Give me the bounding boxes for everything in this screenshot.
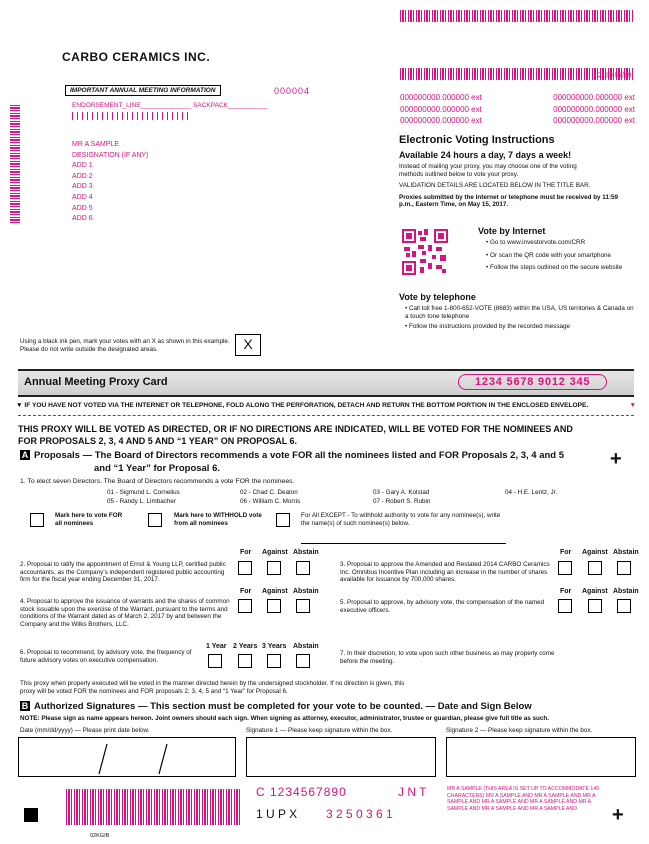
withhold-all-label: Mark here to WITHHOLD vote from all nominees (174, 512, 262, 527)
closing-statement: This proxy when properly executed will be voted in the manner directed herein by the undersigned stockholder. If no direction is given, this proxy will be voted FOR the nominees and FOR proposals 2, 3, 4, 5 and “1 Year” for Proposal 6. (20, 680, 405, 695)
footer-code: 02KGIB (90, 833, 110, 839)
ink-example-box (235, 334, 261, 356)
p5-against-checkbox[interactable] (588, 599, 602, 613)
meeting-info-box (65, 85, 221, 96)
fold-notice: IF YOU HAVE NOT VOTED VIA THE INTERNET OR TELEPHONE, FOLD ALONG THE PERFORATION, DETACH AND RETURN THE BOTTOM PORTION IN THE ENCLOSED ENVELOPE. (24, 402, 589, 409)
meeting-info-label: IMPORTANT ANNUAL MEETING INFORMATION (70, 87, 216, 94)
col-for: For (240, 588, 252, 595)
ext-line: 000000000.000000 ext (553, 116, 635, 125)
p3-abstain-checkbox[interactable] (617, 561, 631, 575)
freq-2-years: 2 Years (233, 643, 258, 650)
ext-line: 000000000.000000 ext (553, 93, 635, 102)
p2-abstain-checkbox[interactable] (296, 561, 310, 575)
p4-for-checkbox[interactable] (238, 599, 252, 613)
nominee: 01 - Sigmund L. Cornelius (107, 489, 180, 496)
electronic-deadline: Proxies submitted by the Internet or telephone must be received by 11:59 p.m., Eastern Time, on May 15, 2017. (399, 193, 619, 208)
ext-line: 000000000.000000 ext (400, 93, 482, 102)
directors-intro: 1. To elect seven Directors. The Board of Directors recommends a vote FOR the nominees. (20, 478, 295, 485)
ctrl-code: C123456789 (597, 73, 632, 79)
internet-step[interactable]: Go to www.investorvote.com/CRR (489, 239, 586, 246)
corner-mark (24, 808, 38, 822)
date-label: Date (mm/dd/yyyy) — Please print date below. (20, 727, 150, 734)
seq-number: 000004 (274, 86, 311, 96)
ink-note: Using a black ink pen, mark your votes with an X as shown in this example. Please do not write outside the designated areas. (20, 338, 230, 353)
col-abstain: Abstain (613, 549, 639, 556)
nominee: 07 - Robert S. Rubin (373, 498, 431, 505)
proposal-4: 4. Proposal to approve the issuance of warrants and the shares of common stock issuable upon the exercise of the Warrant, pursuant to the terms and conditions of the Warrant dated as of March 2, 2017 by and between the Company and the Wilks Brothers, LLC. (20, 598, 230, 628)
sig2-label: Signature 2 — Please keep signature within the box. (446, 727, 593, 734)
section-a-header (20, 450, 580, 461)
proxy-number: 1234 5678 9012 345 (458, 374, 607, 390)
address-line: ADD 1 (72, 162, 93, 170)
p5-for-checkbox[interactable] (558, 599, 572, 613)
except-checkbox[interactable] (276, 513, 290, 527)
p4-against-checkbox[interactable] (267, 599, 281, 613)
footer-ctrl: C 1234567890 (256, 785, 347, 799)
vote-all-label: Mark here to vote FOR all nominees (55, 512, 123, 527)
freq-3-years: 3 Years (262, 643, 287, 650)
nominee: 06 - William C. Morris (240, 498, 301, 505)
p3-for-checkbox[interactable] (558, 561, 572, 575)
left-barcode (10, 105, 20, 223)
phone-step: Follow the instructions provided by the recorded message (408, 323, 570, 330)
qr-code-icon (402, 229, 448, 275)
endorsement-line: ENDORSEMENT_LINE______________ SACKPACK___________ (72, 102, 268, 109)
proposal-7: 7. In their discretion, to vote upon such other business as may properly come before the meeting. (340, 650, 555, 665)
footer-jnt: J N T (398, 785, 427, 799)
col-for: For (560, 549, 572, 556)
col-for: For (240, 549, 252, 556)
ext-line: 000000000.000000 ext (400, 116, 482, 125)
internet-step: Or scan the QR code with your smartphone (489, 251, 612, 259)
electronic-voting (399, 134, 634, 209)
plus-icon: + (612, 804, 624, 826)
proposal-5: 5. Proposal to approve, by advisory vote, the compensation of the named executive officers. (340, 599, 545, 614)
address-block (72, 140, 149, 225)
p4-abstain-checkbox[interactable] (296, 599, 310, 613)
proposal-2: 2. Proposal to ratify the appointment of Ernst & Young LLP, certified public accountants, as the Company’s independent registered public accounting firm for the fiscal year ending December 31, 2017. (20, 561, 226, 583)
address-line: DESIGNATION (IF ANY) (72, 151, 149, 159)
phone-step: Call toll free 1-800-652-VOTE (8683) within the USA, US territories & Canada on a touch tone telephone (405, 305, 634, 320)
vote-all-checkbox[interactable] (30, 513, 44, 527)
phone-title: Vote by telephone (399, 292, 476, 302)
electronic-title: Electronic Voting Instructions (399, 134, 555, 146)
withhold-all-checkbox[interactable] (148, 513, 162, 527)
proposal-3: 3. Proposal to approve the Amended and Restated 2014 CARBO Ceramics Inc. Omnibus Incentive Plan including an increase in the number of shares available for issuance by 700,000 shares. (340, 561, 550, 583)
section-a-title2: and “1 Year” for Proposal 6. (94, 463, 221, 474)
col-against: Against (262, 549, 288, 556)
proxy-card-title: Annual Meeting Proxy Card (24, 376, 168, 388)
address-line: ADD 5 (72, 204, 93, 212)
proposal-6: 6. Proposal to recommend, by advisory vote, the frequency of future advisory votes on executive compensation. (20, 649, 192, 664)
top-barcode (400, 10, 634, 22)
ext-lines (400, 92, 635, 127)
date-box[interactable] (18, 737, 236, 777)
section-b-header (20, 701, 620, 712)
col-abstain: Abstain (613, 588, 639, 595)
p6-2years-checkbox[interactable] (238, 654, 252, 668)
address-line: ADD 4 (72, 193, 93, 201)
nominee: 02 - Chad C. Deaton (240, 489, 298, 496)
freq-1-year: 1 Year (206, 643, 227, 650)
p6-1year-checkbox[interactable] (208, 654, 222, 668)
sig1-label: Signature 1 — Please keep signature within the box. (246, 727, 393, 734)
internet-step: Follow the steps outlined on the secure website (489, 264, 623, 271)
p5-abstain-checkbox[interactable] (617, 599, 631, 613)
ink-example-mark: X (243, 336, 253, 352)
vote-telephone (399, 292, 634, 331)
company-name: CARBO CERAMICS INC. (62, 50, 211, 64)
address-line: ADD 2 (72, 172, 93, 180)
section-a-title: Proposals — The Board of Directors recommends a vote FOR all the nominees listed and FOR Proposals 2, 3, 4 and 5 (34, 450, 565, 461)
signature-2-box[interactable] (446, 737, 636, 777)
vote-internet (478, 226, 638, 272)
p2-against-checkbox[interactable] (267, 561, 281, 575)
perforation (18, 415, 634, 416)
address-line: ADD 3 (72, 183, 93, 191)
endorsement-ticks (72, 112, 192, 120)
proxy-card-bar (18, 369, 634, 397)
plus-icon: + (610, 448, 622, 470)
nominee: 03 - Gary A. Kolstad (373, 489, 430, 496)
signature-note: NOTE: Please sign as name appears hereon. Joint owners should each sign. When signing as attorney, executor, administrator, trustee or guardian, please give full title as such. (20, 715, 549, 722)
footer-sample: MR A SAMPLE (THIS AREA IS SET UP TO ACCOMMODATE 140 CHARACTERS) MR A SAMPLE AND MR A SAMPLE AND MR A SAMPLE AND MR A SAMPLE AND MR A SAMPLE AND MR A SAMPLE AND MR A SAMPLE AND MR A SAMPLE AND (447, 786, 600, 812)
address-line: ADD 6 (72, 215, 93, 223)
nominee: 04 - H.E. Lentz, Jr. (505, 489, 558, 496)
footer-upx: 1 U P X (256, 807, 298, 821)
p6-abstain-checkbox[interactable] (296, 654, 310, 668)
date-slashes (19, 738, 237, 778)
col-for: For (560, 588, 572, 595)
col-against: Against (582, 588, 608, 595)
p2-for-checkbox[interactable] (238, 561, 252, 575)
internet-title: Vote by Internet (478, 226, 546, 236)
except-label: For All EXCEPT - To withhold authority to vote for any nominee(s), write the name(s) of such nominee(s) below. (301, 512, 501, 527)
p6-3years-checkbox[interactable] (267, 654, 281, 668)
address-line: MR A SAMPLE (72, 141, 120, 148)
signature-1-box[interactable] (246, 737, 436, 777)
except-write-line[interactable] (301, 543, 506, 544)
footer-barcode (66, 789, 240, 825)
nominee: 05 - Randy L. Limbacher (107, 498, 176, 505)
col-abstain: Abstain (293, 643, 319, 650)
section-b-title: Authorized Signatures — This section must be completed for your vote to be counted. — Date and Sign Below (34, 701, 532, 712)
ext-line: 000000000.000000 ext (400, 104, 482, 114)
electronic-instead: Instead of mailing your proxy, you may choose one of the voting methods outlined below to vote your proxy. (399, 163, 577, 178)
footer-num: 3 2 5 0 3 6 1 (326, 807, 393, 821)
col-abstain: Abstain (293, 549, 319, 556)
p3-against-checkbox[interactable] (588, 561, 602, 575)
directed-notice: THIS PROXY WILL BE VOTED AS DIRECTED, OR IF NO DIRECTIONS ARE INDICATED, WILL BE VOTED FOR THE NOMINEES AND FOR PROPOSALS 2, 3, 4 AND 5 AND “1 YEAR” ON PROPOSAL 6. (18, 424, 573, 446)
section-a-letter: A (21, 450, 29, 461)
col-abstain: Abstain (293, 588, 319, 595)
col-against: Against (262, 588, 288, 595)
fold-notice-row: ▼ IF YOU HAVE NOT VOTED VIA THE INTERNET OR TELEPHONE, FOLD ALONG THE PERFORATION, DETACH AND RETURN THE BOTTOM PORTION IN THE ENCLOSED ENVELOPE. ▼ (16, 402, 636, 409)
section-b-letter: B (21, 701, 29, 712)
col-against: Against (582, 549, 608, 556)
ext-line: 000000000.000000 ext (553, 104, 635, 114)
electronic-validation: VALIDATION DETAILS ARE LOCATED BELOW IN THE TITLE BAR. (399, 182, 591, 189)
electronic-subtitle: Available 24 hours a day, 7 days a week! (399, 150, 572, 160)
